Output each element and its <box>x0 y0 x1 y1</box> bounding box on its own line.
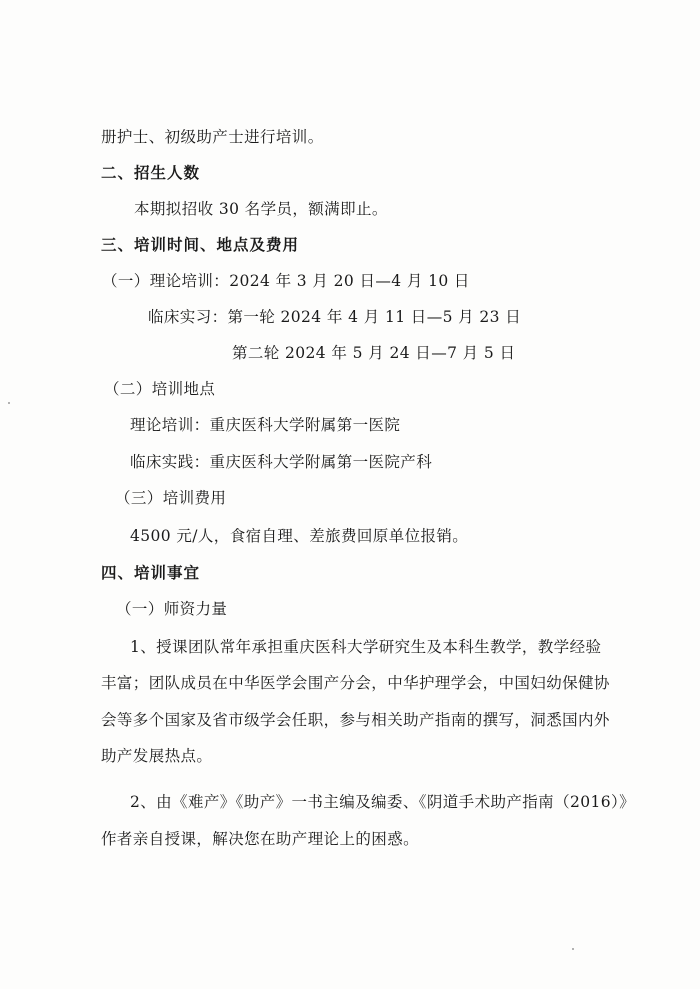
subsection-heading: （三）培训费用 <box>115 489 227 507</box>
text-line: 临床实习：第一轮 2024 年 4 月 11 日—5 月 23 日 <box>148 308 522 326</box>
text-line: 临床实践：重庆医科大学附属第一医院产科 <box>130 453 433 471</box>
paragraph-line: 丰富；团队成员在中华医学会围产分会，中华护理学会，中国妇幼保健协 <box>101 674 610 692</box>
text-line: 本期拟招收 30 名学员，额满即止。 <box>134 200 388 218</box>
paragraph-line: 作者亲自授课，解决您在助产理论上的困惑。 <box>101 830 420 848</box>
paragraph-line: 1、授课团队常年承担重庆医科大学研究生及本科生教学，教学经验 <box>130 638 602 656</box>
section-heading: 二、招生人数 <box>101 163 201 182</box>
text-line: 第二轮 2024 年 5 月 24 日—7 月 5 日 <box>232 344 516 362</box>
paragraph-line: 助产发展热点。 <box>101 747 213 765</box>
text-line: 4500 元/人，食宿自理、差旅费回原单位报销。 <box>130 527 469 545</box>
paragraph-line: 会等多个国家及省市级学会任职，参与相关助产指南的撰写，洞悉国内外 <box>101 711 610 729</box>
subsection-heading: （二）培训地点 <box>104 380 216 398</box>
subsection-line: （一）理论培训：2024 年 3 月 20 日—4 月 10 日 <box>102 272 470 290</box>
scan-speck <box>572 948 574 950</box>
paragraph-line: 2、由《难产》《助产》一书主编及编委、《阴道手术助产指南（2016）》 <box>130 793 636 811</box>
text-line: 理论培训：重庆医科大学附属第一医院 <box>130 416 401 434</box>
section-heading: 三、培训时间、地点及费用 <box>101 235 300 254</box>
section-heading: 四、培训事宜 <box>101 563 201 582</box>
subsection-heading: （一）师资力量 <box>116 600 228 618</box>
text-line: 册护士、初级助产士进行培训。 <box>101 128 324 146</box>
scan-speck <box>8 402 10 404</box>
